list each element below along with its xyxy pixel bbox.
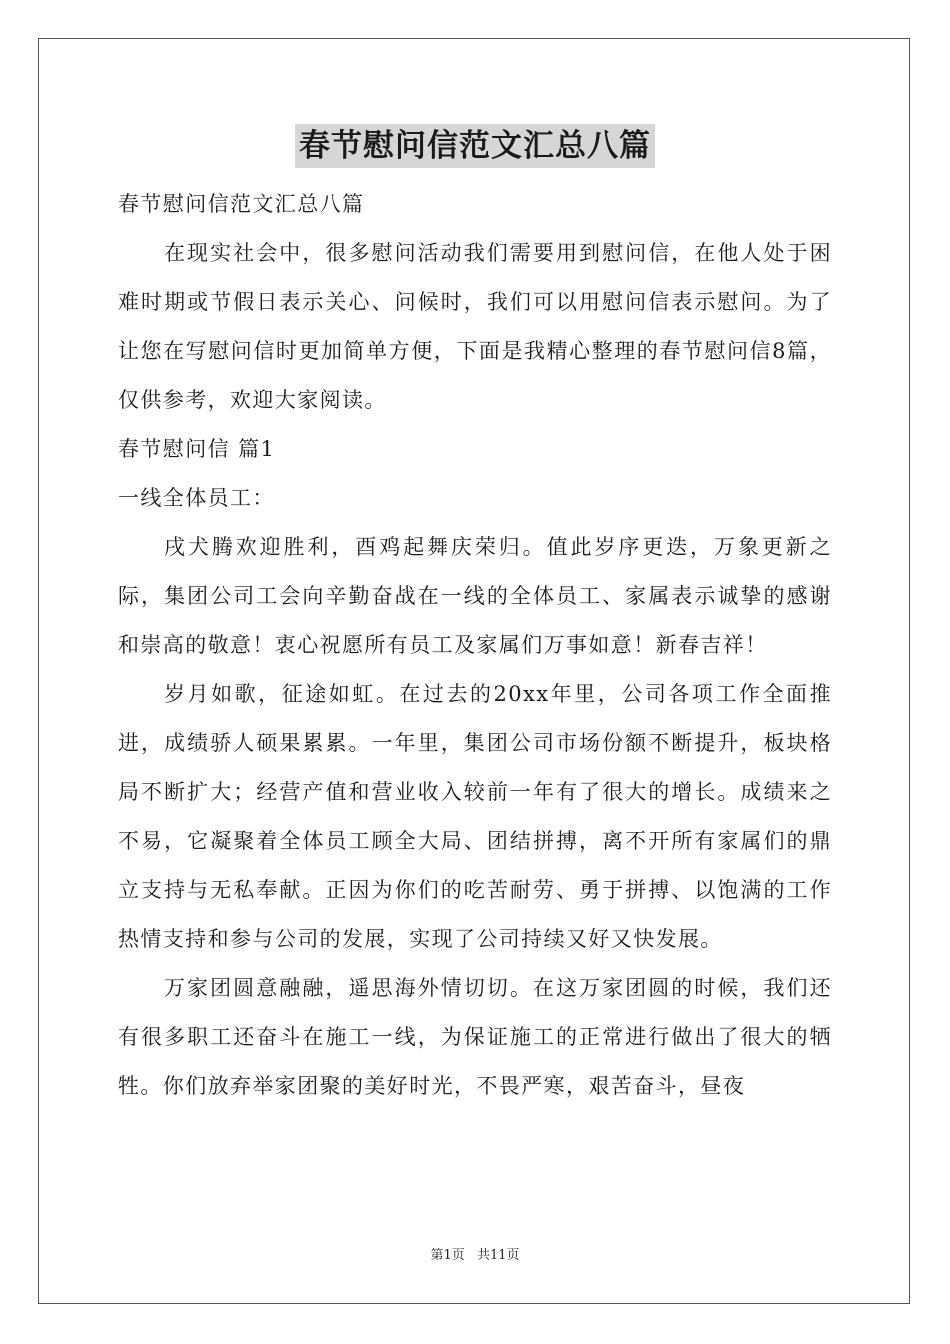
section-heading: 春节慰问信 篇1 xyxy=(118,437,276,461)
title-container xyxy=(0,124,950,168)
subtitle-line: 春节慰问信范文汇总八篇 xyxy=(118,192,365,216)
intro-paragraph: 在现实社会中，很多慰问活动我们需要用到慰问信，在他人处于困难时期或节假日表示关心、问候时，我们可以用慰问信表示慰问。为了让您在写慰问信时更加简单方便，下面是我精心整理的春节慰问信8篇，仅供参考，欢迎大家阅读。 xyxy=(118,241,832,412)
document-title: 春节慰问信范文汇总八篇 xyxy=(295,124,655,168)
salutation: 一线全体员工： xyxy=(118,486,275,510)
page-number: 第1页 xyxy=(430,1248,465,1263)
document-body xyxy=(118,180,832,1111)
body-paragraph: 岁月如歌，征途如虹。在过去的20xx年里，公司各项工作全面推进，成绩骄人硕果累累。一年里，集团公司市场份额不断提升，板块格局不断扩大；经营产值和营业收入较前一年有了很大的增长。成绩来之不易，它凝聚着全体员工顾全大局、团结拼搏，离不开所有家属们的鼎立支持与无私奉献。正因为你们的吃苦耐劳、勇于拼搏、以饱满的工作热情支持和参与公司的发展，实现了公司持续又好又快发展。 xyxy=(118,682,832,951)
page-total: 共11页 xyxy=(476,1248,520,1263)
body-paragraph: 戌犬腾欢迎胜利，酉鸡起舞庆荣归。值此岁序更迭，万象更新之际，集团公司工会向辛勤奋战在一线的全体员工、家属表示诚挚的感谢和崇高的敬意！衷心祝愿所有员工及家属们万事如意！新春吉祥！ xyxy=(118,535,832,657)
page-footer xyxy=(0,1244,950,1263)
body-paragraph: 万家团圆意融融，遥思海外情切切。在这万家团圆的时候，我们还有很多职工还奋斗在施工一线，为保证施工的正常进行做出了很大的牺牲。你们放弃举家团聚的美好时光，不畏严寒，艰苦奋斗，昼夜 xyxy=(118,976,832,1098)
